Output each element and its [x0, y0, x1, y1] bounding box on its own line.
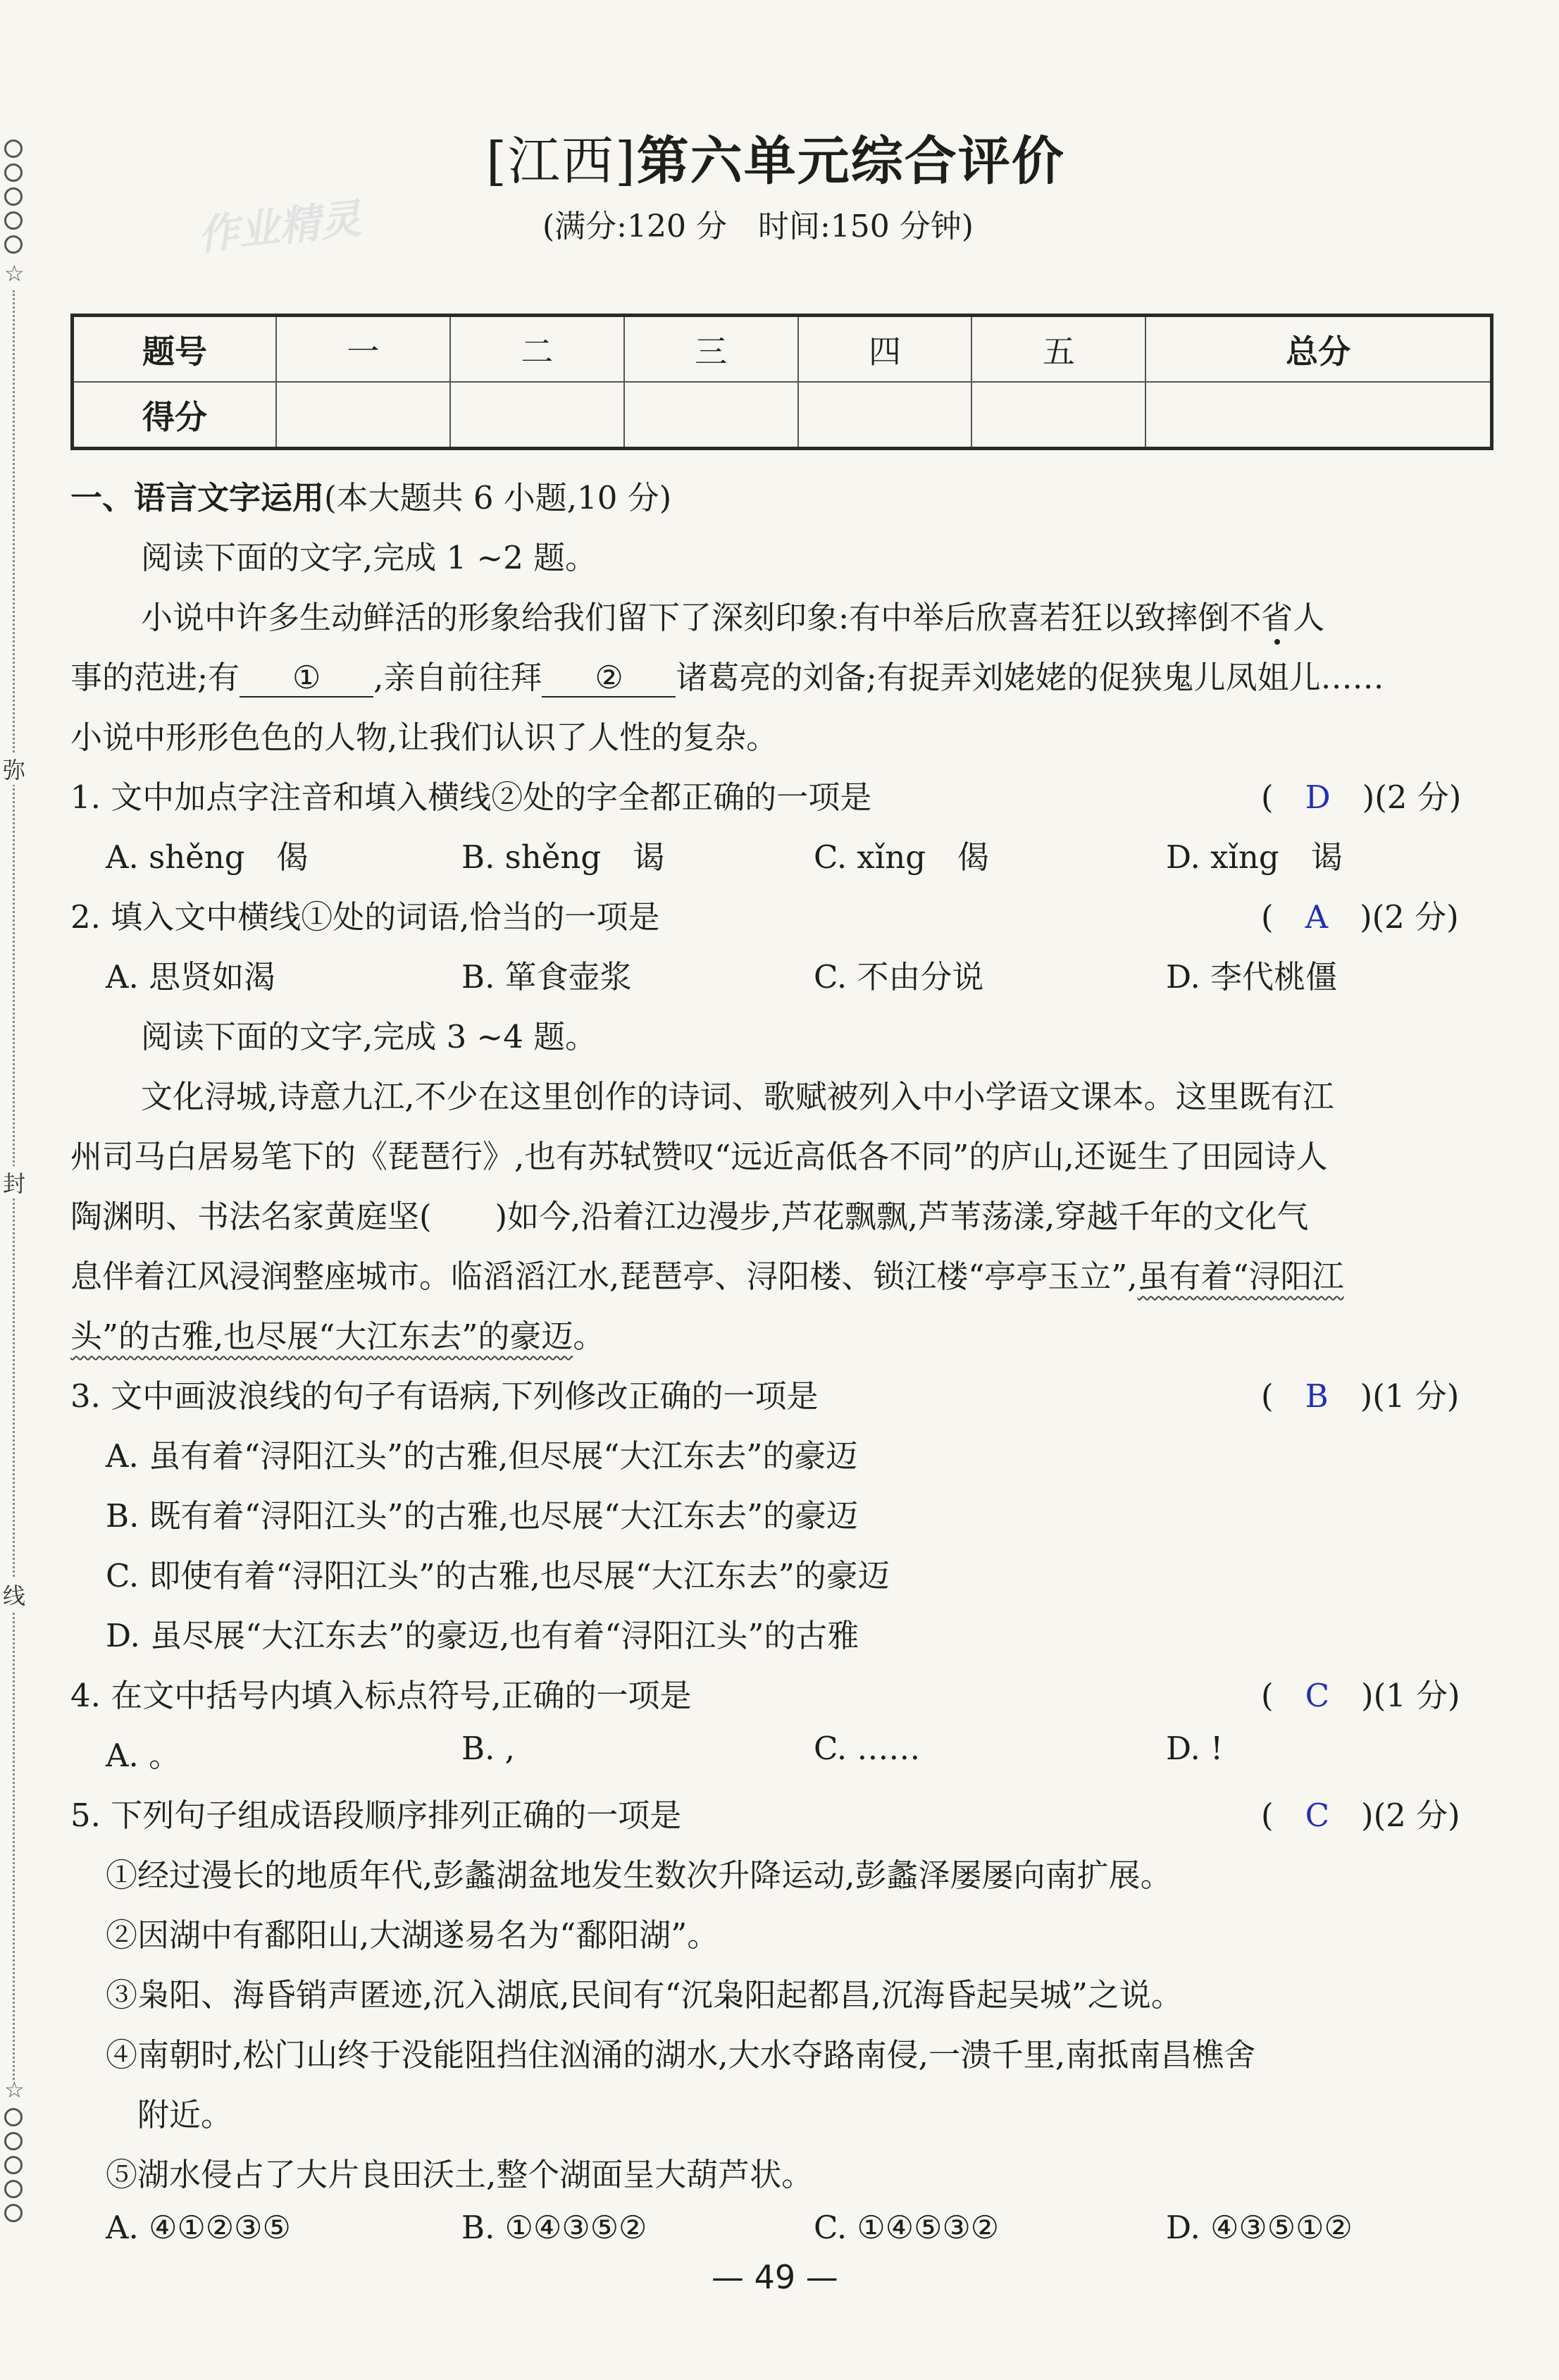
watermark: 作业精灵	[195, 194, 364, 259]
option-d: D. xǐng 谒	[1166, 838, 1343, 876]
option-b: B. ,	[461, 1730, 515, 1767]
question-4-answer-box: ( C )(1 分)	[1261, 1677, 1460, 1714]
option-c: C. 即使有着“浔阳江头”的古雅,也尽展“大江东去”的豪迈	[106, 1557, 890, 1594]
passage-text: 息伴着江风浸润整座城市。临滔滔江水,琵琶亭、浔阳楼、锁江楼“亭亭玉立”,	[70, 1258, 1138, 1295]
reading-intro-1: 阅读下面的文字,完成 1 ~2 题。	[141, 539, 597, 576]
score-cell-1: 一	[276, 316, 450, 383]
sentence-4-continued: 附近。	[137, 2096, 233, 2133]
binding-circle	[4, 2204, 23, 2222]
passage1-line1	[141, 592, 1324, 638]
option-a: A. shěng 偈	[106, 838, 309, 876]
option-b: B. 既有着“浔阳江头”的古雅,也尽展“大江东去”的豪迈	[106, 1497, 859, 1535]
exam-info: (满分:120 分 时间:150 分钟)	[542, 209, 974, 244]
score-cell-3: 三	[624, 316, 798, 383]
binding-circle	[4, 2108, 23, 2126]
page-title	[486, 120, 1065, 194]
passage-text: 事的范进;有	[70, 659, 240, 696]
section-info: (本大题共 6 小题,10 分)	[324, 479, 672, 516]
passage-text: 诸葛亮的刘备;有捉弄刘姥姥的促狭鬼儿凤姐儿……	[676, 659, 1384, 696]
binding-char-mi: 弥	[3, 752, 25, 785]
binding-circle	[4, 2156, 23, 2174]
binding-char-feng: 封	[3, 1166, 25, 1198]
question-5-stem: 5. 下列句子组成语段顺序排列正确的一项是	[70, 1797, 682, 1834]
question-2-answer-box: ( A )(2 分)	[1261, 898, 1459, 936]
binding-circle	[4, 163, 23, 182]
sentence-1: ①经过漫长的地质年代,彭蠡湖盆地发生数次升降运动,彭蠡泽屡屡向南扩展。	[106, 1857, 1172, 1894]
score-input-2	[450, 382, 624, 449]
binding-char-xian: 线	[3, 1578, 25, 1611]
option-c: C. ①④⑤③②	[814, 2209, 1000, 2246]
passage2-line2: 州司马白居易笔下的《琵琶行》,也有苏轼赞叹“远近高低各不同”的庐山,还诞生了田园诗人	[70, 1138, 1328, 1175]
answer-letter: C	[1305, 1677, 1329, 1714]
question-score: (2 分)	[1374, 779, 1462, 816]
score-input-5	[971, 382, 1145, 449]
section-title: 一、语言文字运用	[70, 479, 325, 516]
question-4-stem: 4. 在文中括号内填入标点符号,正确的一项是	[70, 1677, 692, 1714]
passage2-line1: 文化浔城,诗意九江,不少在这里创作的诗词、歌赋被列入中小学语文课本。这里既有江	[141, 1078, 1334, 1115]
fill-blank-2: ②	[542, 659, 676, 698]
sentence-4: ④南朝时,松门山终于没能阻挡住汹涌的湖水,大水夺路南侵,一溃千里,南抵南昌樵舍	[106, 2036, 1256, 2074]
reading-intro-2: 阅读下面的文字,完成 3 ~4 题。	[141, 1018, 597, 1055]
option-b: B. ①④③⑤②	[461, 2209, 647, 2246]
answer-letter: B	[1305, 1377, 1329, 1415]
passage-text: ,亲自前往拜	[373, 659, 542, 696]
question-score: (2 分)	[1373, 1797, 1460, 1834]
option-b: B. shěng 谒	[461, 838, 665, 876]
option-c: C. ……	[814, 1730, 921, 1767]
region-tag: [江西]	[486, 131, 637, 192]
passage2-line3: 陶渊明、书法名家黄庭坚( )如今,沿着江边漫步,芦花飘飘,芦苇荡漾,穿越千年的文化气	[70, 1198, 1309, 1235]
star-icon: ☆	[4, 260, 25, 287]
binding-circle	[4, 187, 23, 206]
binding-circle	[4, 2132, 23, 2150]
option-d: D. ④③⑤①②	[1166, 2209, 1353, 2246]
answer-letter: D	[1305, 779, 1331, 816]
question-5-answer-box: ( C )(2 分)	[1261, 1797, 1460, 1834]
question-score: (1 分)	[1373, 1677, 1460, 1714]
binding-circle	[4, 211, 23, 230]
score-table-score-row	[73, 382, 1492, 449]
passage2-line4	[70, 1251, 1344, 1296]
passage-text: 。	[573, 1318, 605, 1355]
fill-blank-1: ①	[240, 659, 373, 698]
score-cell-total: 总分	[1145, 316, 1491, 383]
passage1-line2	[70, 652, 1384, 698]
answer-letter: A	[1305, 898, 1329, 936]
passage-text: 小说中许多生动鲜活的形象给我们留下了深刻印象:有中举后欣喜若狂以致摔倒不	[141, 599, 1262, 636]
passage2-line5	[70, 1310, 604, 1356]
score-input-1	[276, 382, 450, 449]
option-a: A. 虽有着“浔阳江头”的古雅,但尽展“大江东去”的豪迈	[106, 1437, 858, 1475]
score-cell-4: 四	[798, 316, 972, 383]
score-cell-2: 二	[450, 316, 624, 383]
option-c: C. 不由分说	[814, 958, 984, 996]
dotted-char: 省	[1261, 599, 1293, 636]
passage1-line3: 小说中形形色色的人物,让我们认识了人性的复杂。	[70, 719, 778, 756]
option-a: A. 思贤如渴	[106, 958, 276, 996]
option-a: A. ④①②③⑤	[106, 2209, 291, 2246]
score-table	[70, 314, 1493, 450]
option-d: D. 李代桃僵	[1166, 958, 1338, 996]
option-d: D. !	[1166, 1730, 1224, 1767]
score-input-3	[624, 382, 798, 449]
score-table-header-row	[73, 316, 1492, 383]
star-icon: ☆	[4, 2076, 25, 2103]
title-text: 第六单元综合评价	[636, 131, 1065, 192]
question-score: (2 分)	[1372, 898, 1459, 936]
question-score: (1 分)	[1372, 1377, 1460, 1415]
question-1-stem: 1. 文中加点字注音和填入横线②处的字全都正确的一项是	[70, 779, 872, 816]
sentence-2: ②因湖中有鄱阳山,大湖遂易名为“鄱阳湖”。	[106, 1916, 719, 1954]
score-input-4	[798, 382, 972, 449]
option-c: C. xǐng 偈	[814, 838, 989, 876]
section-heading	[70, 472, 671, 518]
option-d: D. 虽尽展“大江东去”的豪迈,也有着“浔阳江头”的古雅	[106, 1617, 859, 1654]
sentence-3: ③枭阳、海昏销声匿迹,沉入湖底,民间有“沉枭阳起都昌,沉海昏起吴城”之说。	[106, 1976, 1183, 2014]
option-a: A. 。	[106, 1737, 181, 1774]
score-row-label: 得分	[73, 382, 277, 449]
passage-text: 人	[1293, 599, 1325, 636]
option-b: B. 箪食壶浆	[461, 958, 632, 996]
binding-circle	[4, 235, 23, 254]
question-3-stem: 3. 文中画波浪线的句子有语病,下列修改正确的一项是	[70, 1377, 819, 1415]
question-1-answer-box: ( D )(2 分)	[1261, 779, 1462, 816]
binding-circle	[4, 2180, 23, 2198]
question-2-stem: 2. 填入文中横线①处的词语,恰当的一项是	[70, 898, 660, 936]
sentence-5: ⑤湖水侵占了大片良田沃土,整个湖面呈大葫芦状。	[106, 2156, 814, 2193]
page-number: — 49 —	[712, 2258, 838, 2296]
score-cell-5: 五	[971, 316, 1145, 383]
wavy-underlined-text: 头”的古雅,也尽展“大江东去”的豪迈	[70, 1318, 573, 1355]
answer-letter: C	[1305, 1797, 1329, 1834]
wavy-underlined-text: 虽有着“浔阳江	[1137, 1258, 1344, 1295]
binding-circle	[4, 140, 23, 158]
score-input-total	[1145, 382, 1491, 449]
question-3-answer-box: ( B )(1 分)	[1261, 1377, 1460, 1415]
score-cell-label: 题号	[73, 316, 277, 383]
